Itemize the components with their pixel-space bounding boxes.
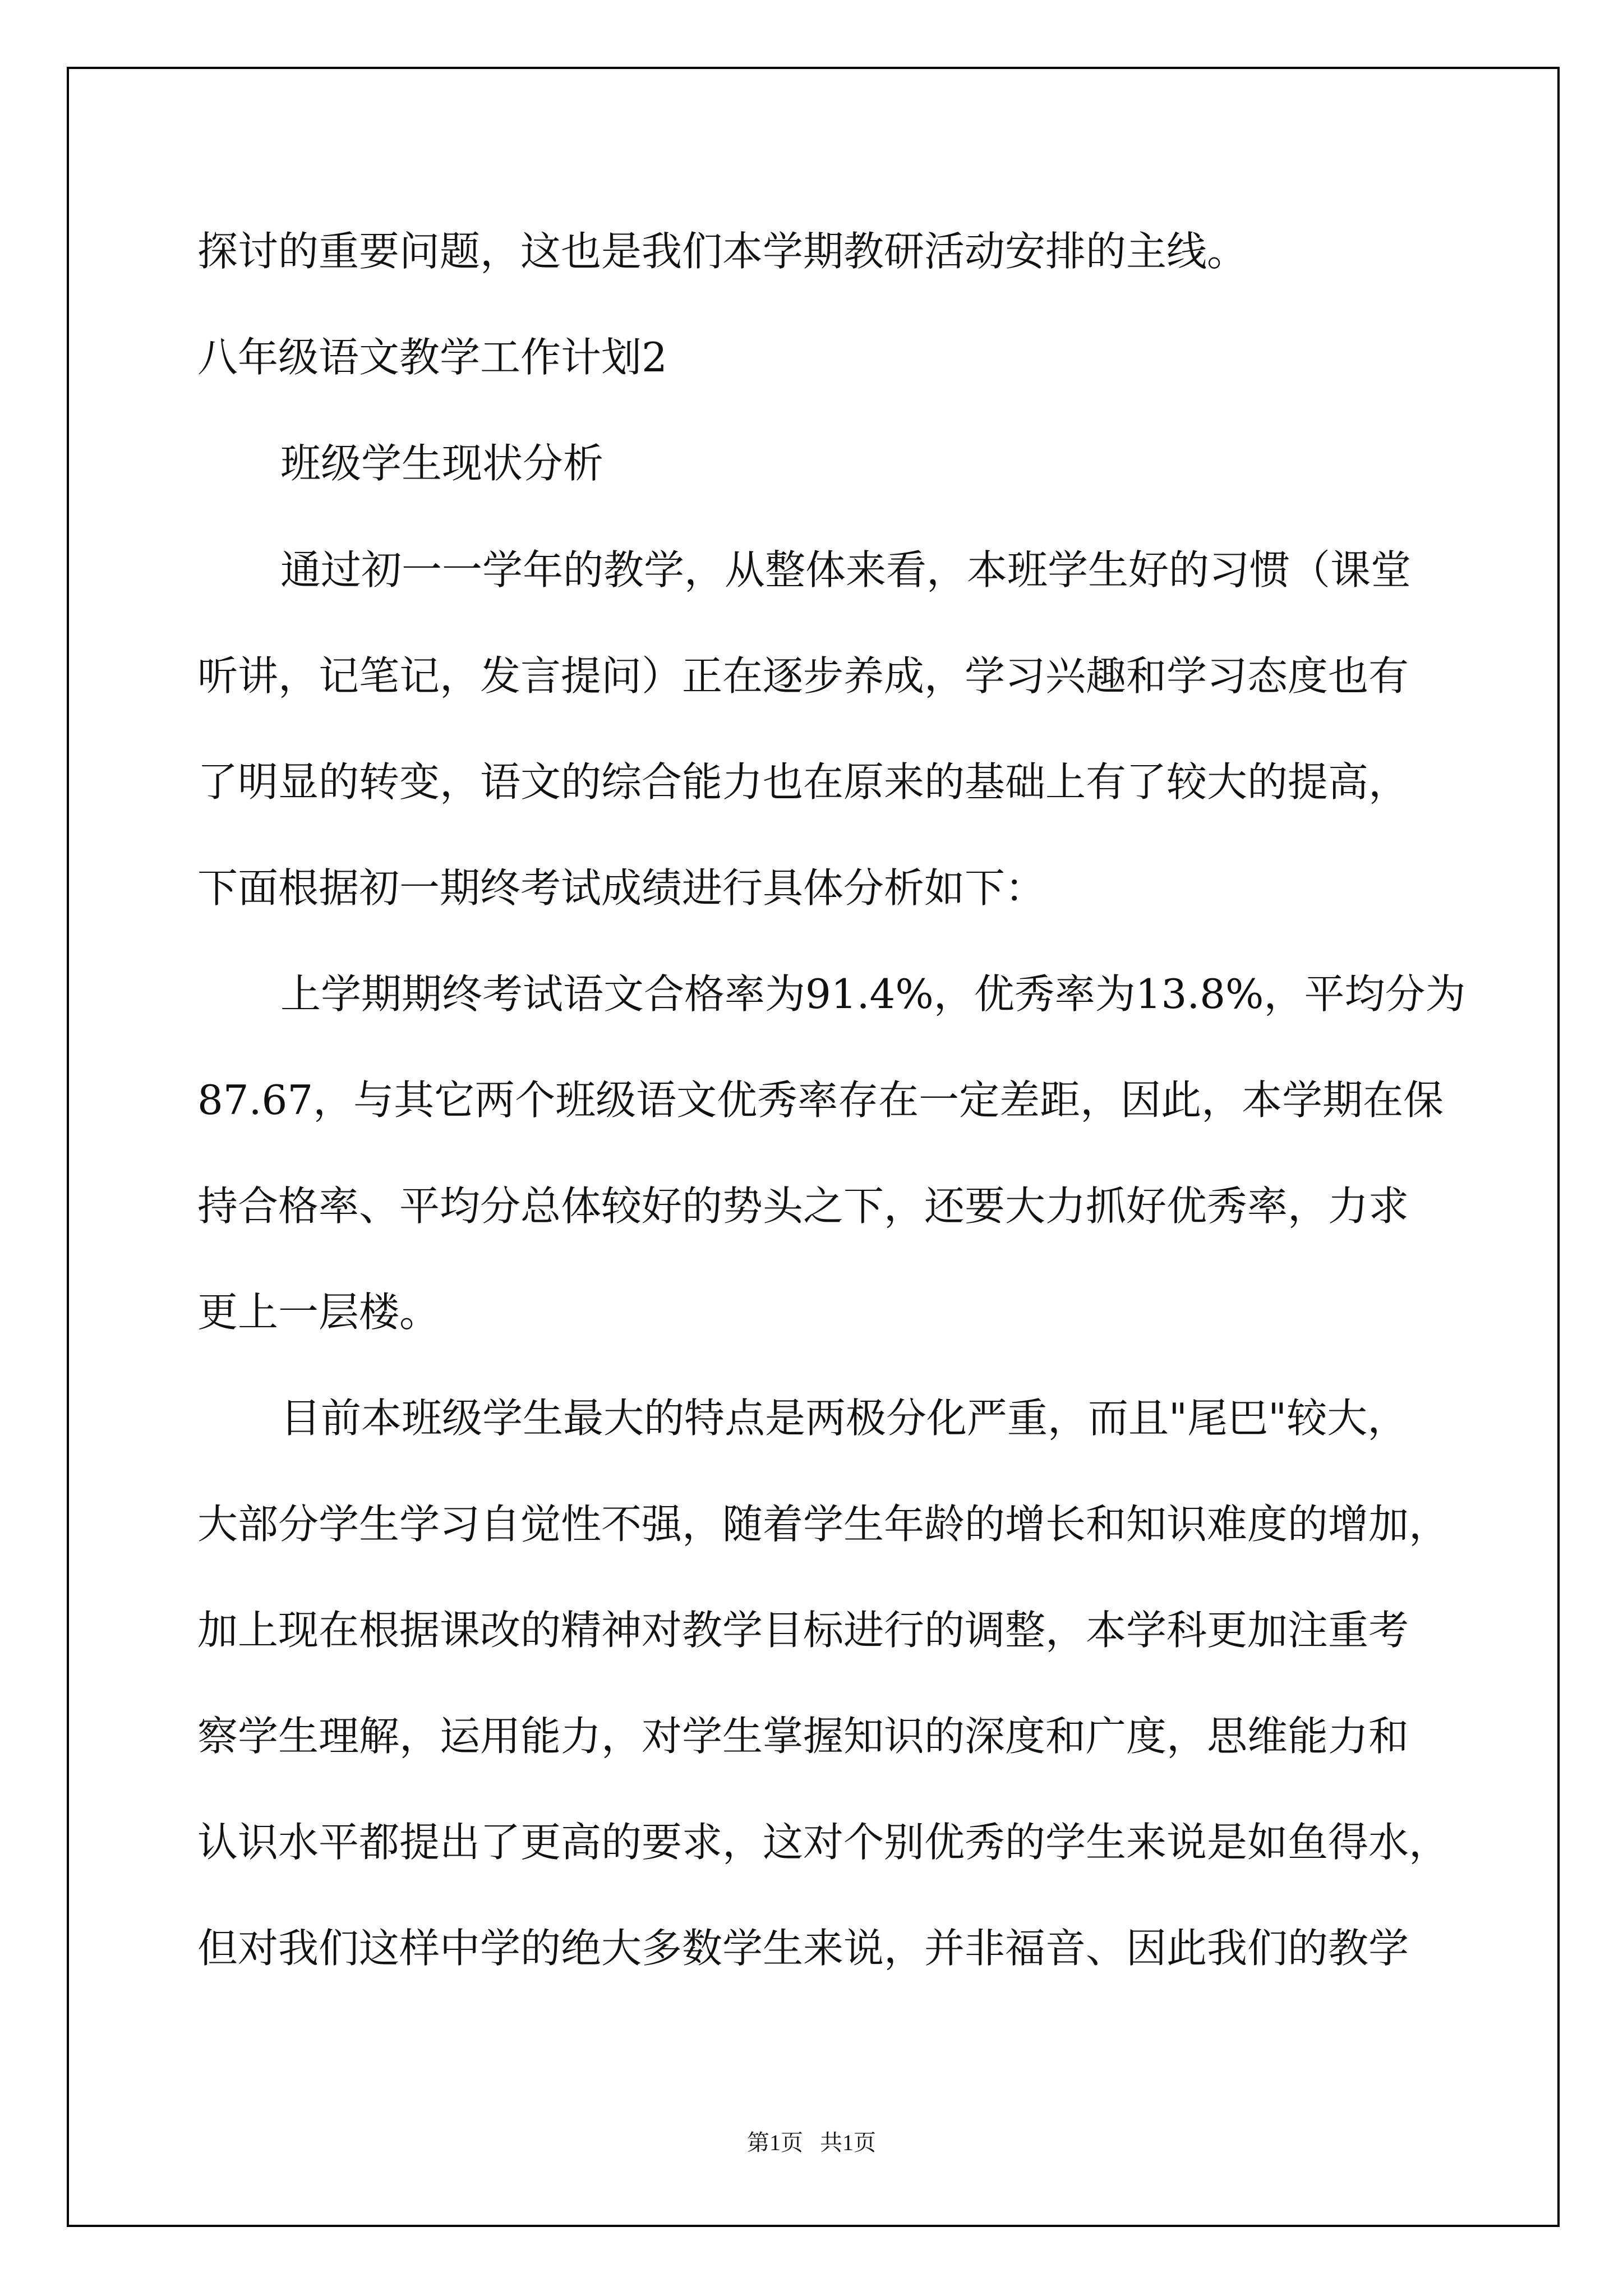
body-line-17: 但对我们这样中学的绝大多数学生来说，并非福音、因此我们的教学: [197, 1925, 1409, 1972]
body-line-9: 87.67，与其它两个班级语文优秀率存在一定差距，因此，本学期在保: [197, 1076, 1444, 1124]
body-line-5: 听讲，记笔记，发言提问）正在逐步养成，学习兴趣和学习态度也有: [197, 652, 1409, 700]
body-line-4: 通过初一一学年的教学，从整体来看，本班学生好的习惯（课堂: [280, 546, 1412, 593]
body-line-15: 察学生理解，运用能力，对学生掌握知识的深度和广度，思维能力和: [197, 1713, 1409, 1760]
page-border: [67, 67, 1560, 2227]
body-line-16: 认识水平都提出了更高的要求，这对个别优秀的学生来说是如鱼得水，: [197, 1819, 1450, 1866]
body-line-13: 大部分学生学习自觉性不强，随着学生年龄的增长和知识难度的增加，: [197, 1501, 1450, 1548]
body-line-6: 了明显的转变，语文的综合能力也在原来的基础上有了较大的提高，: [197, 758, 1409, 806]
subsection-heading: 班级学生现状分析: [280, 440, 604, 487]
body-line-11: 更上一层楼。: [197, 1289, 440, 1336]
body-line-10: 持合格率、平均分总体较好的势头之下，还要大力抓好优秀率，力求: [197, 1182, 1409, 1230]
body-line-1: 探讨的重要问题，这也是我们本学期教研活动安排的主线。: [197, 228, 1248, 275]
section-title: 八年级语文教学工作计划2: [197, 334, 667, 381]
body-line-7: 下面根据初一期终考试成绩进行具体分析如下：: [197, 864, 1046, 912]
body-line-14: 加上现在根据课改的精神对教学目标进行的调整，本学科更加注重考: [197, 1607, 1409, 1654]
page-footer: 第1页 共1页: [747, 2130, 876, 2155]
body-line-8: 上学期期终考试语文合格率为91.4%，优秀率为13.8%，平均分为: [280, 970, 1466, 1018]
body-line-12: 目前本班级学生最大的特点是两极分化严重，而且"尾巴"较大，: [280, 1395, 1408, 1442]
